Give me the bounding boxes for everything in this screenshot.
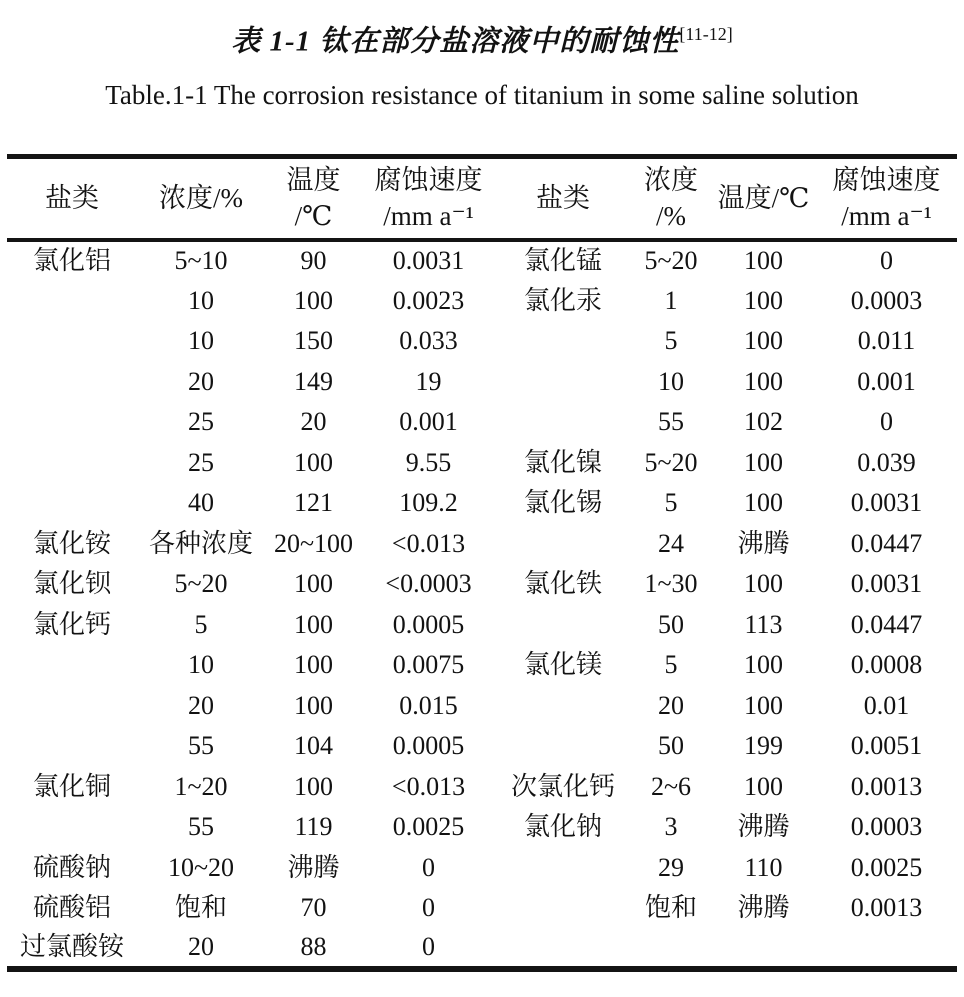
table-cell [7, 281, 137, 322]
table-cell: 20~100 [273, 528, 354, 558]
table-row [7, 686, 957, 727]
table-header [7, 156, 957, 240]
header-line: 温度 [286, 165, 341, 196]
table-cell: 100 [294, 569, 333, 599]
table-cell: 氯化汞 [523, 285, 602, 315]
table-row [7, 848, 957, 889]
col-header-temperature-left [265, 156, 362, 240]
table-cell: 19 [415, 366, 442, 396]
table-cell: 9.55 [405, 447, 452, 477]
table-cell: 100 [294, 447, 333, 477]
header-line: 腐蚀速度 [832, 165, 941, 196]
table-cell: 50 [658, 731, 684, 761]
table-cell: 氯化镍 [523, 447, 602, 477]
corrosion-table [7, 154, 957, 973]
table-cell: 5~20 [644, 447, 698, 477]
col-header-corrosion-rate-left [362, 156, 495, 240]
table-row [7, 929, 957, 970]
table-cell: 100 [294, 609, 333, 639]
col-header-concentration-left [137, 156, 265, 240]
table-cell: 100 [744, 246, 783, 276]
table-cell: 55 [658, 407, 684, 437]
table-cell: 0.01 [863, 690, 910, 720]
table-cell [711, 929, 816, 970]
table-cell: <0.013 [391, 528, 466, 558]
table-caption-english [0, 78, 964, 112]
table-cell: 0.0025 [850, 852, 923, 882]
table-cell [495, 686, 631, 727]
table-cell [495, 605, 631, 646]
header-line: 浓度/% [159, 183, 243, 214]
table-row [7, 524, 957, 565]
table-cell: 0.0013 [850, 771, 923, 801]
table-cell: 0.0003 [850, 812, 923, 842]
table-cell [7, 443, 137, 484]
table-cell: 氯化铜 [32, 771, 111, 801]
table-cell: 10 [658, 366, 684, 396]
table-cell: 0.0023 [392, 285, 465, 315]
table-cell: 50 [658, 609, 684, 639]
table-cell: 5~10 [174, 246, 228, 276]
table-cell: 102 [744, 407, 783, 437]
table-row [7, 321, 957, 362]
table-cell: 100 [294, 650, 333, 680]
table-cell: 20 [658, 690, 684, 720]
table-cell [495, 848, 631, 889]
table-cell [495, 888, 631, 929]
table-cell: 硫酸钠 [32, 852, 111, 882]
col-header-salt-left [7, 156, 137, 240]
table-cell [495, 524, 631, 565]
table-cell: 0 [422, 932, 435, 962]
table-row [7, 362, 957, 403]
header-line: /mm a⁻¹ [383, 201, 474, 232]
table-cell [631, 929, 711, 970]
table-cell: 0.001 [857, 366, 916, 396]
table-cell: 0.0031 [850, 569, 923, 599]
header-line: 盐类 [536, 183, 590, 214]
table-cell: 硫酸铝 [32, 893, 111, 923]
table-cell: 100 [294, 771, 333, 801]
table-cell: 0.0003 [850, 285, 923, 315]
table-cell: 沸腾 [737, 893, 790, 923]
table-body [7, 240, 957, 969]
table-cell: 113 [744, 609, 783, 639]
table-cell: 100 [744, 771, 783, 801]
table-cell: 1 [664, 285, 678, 315]
table-cell: 氯化钙 [32, 609, 111, 639]
table-cell: 24 [658, 528, 684, 558]
table-cell [7, 645, 137, 686]
header-line: 盐类 [45, 183, 99, 214]
table-cell: 5 [664, 326, 678, 356]
table-cell: 沸腾 [737, 528, 790, 558]
table-cell: 70 [300, 893, 327, 923]
header-line: /mm a⁻¹ [841, 201, 932, 232]
header-row [7, 156, 957, 240]
table-cell: 1~30 [644, 569, 698, 599]
table-row [7, 605, 957, 646]
table-cell [495, 402, 631, 443]
table-row [7, 726, 957, 767]
table-cell: 0.0005 [392, 609, 465, 639]
table-caption-chinese [0, 0, 964, 62]
table-cell [816, 929, 957, 970]
table-cell: 氯化铁 [523, 569, 602, 599]
table-cell [7, 321, 137, 362]
table-cell: 0 [880, 246, 893, 276]
table-cell: 沸腾 [287, 852, 340, 882]
table-cell: 55 [188, 731, 214, 761]
citation-reference: [11-12] [679, 24, 733, 44]
table-cell: 0.015 [399, 690, 458, 720]
table-cell: 次氯化钙 [510, 771, 615, 801]
table-cell: 0.0013 [850, 893, 923, 923]
table-cell [7, 726, 137, 767]
table-row [7, 645, 957, 686]
table-cell: 0.0031 [392, 246, 465, 276]
table-cell: 氯化铝 [32, 246, 111, 276]
table-cell: 饱和 [644, 893, 697, 923]
header-line: 腐蚀速度 [374, 165, 483, 196]
table-cell: 29 [658, 852, 684, 882]
table-cell: 100 [294, 690, 333, 720]
table-cell: 100 [744, 488, 783, 518]
table-cell: 109.2 [399, 488, 458, 518]
table-cell: 氯化镁 [523, 650, 602, 680]
col-header-temperature-right [711, 156, 816, 240]
table-cell: 0.0008 [850, 650, 923, 680]
table-cell: 0.039 [857, 447, 916, 477]
table-cell: 3 [664, 812, 678, 842]
table-cell [7, 483, 137, 524]
table-cell: 10~20 [167, 852, 235, 882]
table-cell: 110 [744, 852, 783, 882]
table-cell: <0.0003 [385, 569, 472, 599]
table-cell [495, 362, 631, 403]
table-cell: 0.033 [399, 326, 458, 356]
table-cell: 121 [294, 488, 333, 518]
table-cell: 0 [880, 407, 893, 437]
table-cell: 10 [188, 326, 214, 356]
table-cell: 150 [294, 326, 333, 356]
table-row [7, 443, 957, 484]
table-row [7, 402, 957, 443]
table-cell: 氯化锰 [523, 246, 602, 276]
table-cell: 饱和 [174, 893, 227, 923]
table-cell: 100 [744, 366, 783, 396]
table-row [7, 240, 957, 281]
table-cell: <0.013 [391, 771, 466, 801]
table-cell: 119 [294, 812, 333, 842]
caption-cn-text: 表 1-1 钛在部分盐溶液中的耐蚀性 [231, 25, 680, 58]
table-row [7, 807, 957, 848]
table-cell: 过氯酸铵 [19, 932, 124, 962]
table-cell [495, 726, 631, 767]
table-cell: 100 [744, 285, 783, 315]
table-cell: 0.0005 [392, 731, 465, 761]
table-cell: 88 [300, 932, 327, 962]
col-header-concentration-right [631, 156, 711, 240]
table-cell: 0.0447 [850, 528, 923, 558]
table-cell: 氯化钠 [523, 812, 602, 842]
table-cell: 0.0075 [392, 650, 465, 680]
table-cell: 199 [744, 731, 783, 761]
table-cell: 104 [294, 731, 333, 761]
table-row [7, 767, 957, 808]
table-cell: 5~20 [174, 569, 228, 599]
caption-en-text: Table.1-1 The corrosion resistance of titanium in some saline solution [105, 79, 859, 110]
table-cell: 0.0031 [850, 488, 923, 518]
table-cell: 20 [188, 690, 214, 720]
table-cell: 0.011 [857, 326, 916, 356]
table-cell [495, 929, 631, 970]
table-cell: 100 [744, 447, 783, 477]
table-cell: 20 [188, 932, 214, 962]
col-header-corrosion-rate-right [816, 156, 957, 240]
table-row [7, 564, 957, 605]
table-cell: 90 [300, 246, 327, 276]
table-cell: 10 [188, 650, 214, 680]
table-cell: 0.0447 [850, 609, 923, 639]
table-cell: 25 [188, 447, 214, 477]
table-cell: 氯化铵 [32, 528, 111, 558]
header-line: 浓度 [644, 165, 698, 196]
table-row [7, 483, 957, 524]
table-cell: 100 [744, 326, 783, 356]
table-cell: 25 [188, 407, 214, 437]
header-line: 温度/℃ [717, 183, 810, 214]
table-cell: 5 [664, 488, 678, 518]
table-cell: 5 [194, 609, 208, 639]
table-cell [7, 402, 137, 443]
table-row [7, 281, 957, 322]
table-cell: 149 [294, 366, 333, 396]
table-cell: 0 [422, 852, 435, 882]
table-cell: 5 [664, 650, 678, 680]
table-cell [495, 321, 631, 362]
col-header-salt-right [495, 156, 631, 240]
table-cell: 20 [188, 366, 214, 396]
table-cell: 2~6 [650, 771, 692, 801]
table-row [7, 888, 957, 929]
table-cell [7, 362, 137, 403]
table-cell [7, 686, 137, 727]
table-cell: 氯化锡 [523, 488, 602, 518]
table-cell: 0 [422, 893, 435, 923]
table-cell: 0.0025 [392, 812, 465, 842]
header-line: /℃ [294, 201, 333, 232]
table-cell: 100 [744, 690, 783, 720]
table-cell: 40 [188, 488, 214, 518]
table-cell: 5~20 [644, 246, 698, 276]
table-cell: 55 [188, 812, 214, 842]
table-cell: 0.001 [399, 407, 458, 437]
header-line: /% [656, 201, 686, 232]
table-cell: 氯化钡 [32, 569, 111, 599]
table-cell [7, 807, 137, 848]
table-cell: 20 [300, 407, 327, 437]
table-cell: 100 [744, 650, 783, 680]
table-cell: 100 [294, 285, 333, 315]
table-cell: 沸腾 [737, 812, 790, 842]
table-cell: 10 [188, 285, 214, 315]
table-cell: 各种浓度 [148, 528, 253, 558]
table-cell: 1~20 [174, 771, 228, 801]
table-cell: 0.0051 [850, 731, 923, 761]
table-cell: 100 [744, 569, 783, 599]
